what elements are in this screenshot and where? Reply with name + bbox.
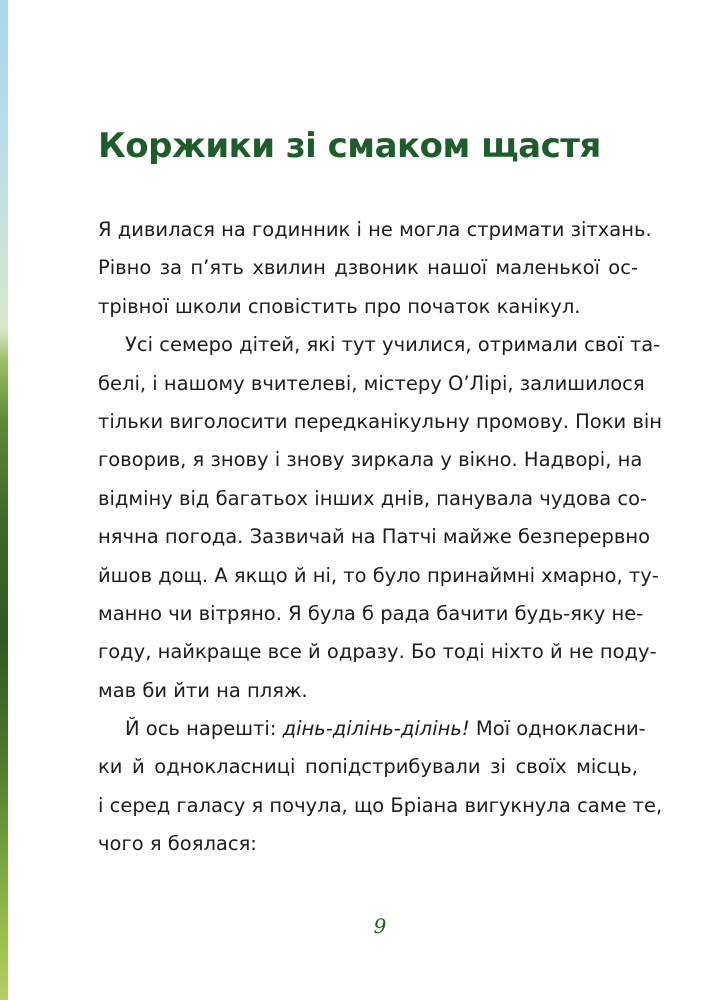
text-line: йшов дощ. А якщо й ні, то було принаймні хмарно, ту- xyxy=(98,563,659,587)
text-run: Мої однокласни- xyxy=(469,717,646,741)
page-number: 9 xyxy=(373,914,387,938)
text-line: Я дивилася на годинник і не могла стримати зітхань. xyxy=(98,218,652,241)
text-line: нячна погода. Зазвичай на Патчі майже безперервно xyxy=(98,525,651,549)
text-line: манно чи вітряно. Я була б рада бачити будь-яку не- xyxy=(98,601,644,625)
text-line: говорив, я знову і знову зиркала у вікно. Надворі, на xyxy=(98,448,643,472)
chapter-title: Коржики зі смаком щастя xyxy=(98,126,601,166)
text-line: Усі семеро дітей, які тут училися, отримали свої та- xyxy=(125,333,661,357)
text-line: белі, і нашому вчителеві, містеру О’Лірі, залишилося xyxy=(98,371,645,395)
text-line: мав би йти на пляж. xyxy=(98,678,308,702)
text-run: Й ось нарешті: xyxy=(125,717,283,741)
text-line: году, найкраще все й одразу. Бо тоді ніхто й не поду- xyxy=(98,640,657,664)
text-line: відміну від багатьох інших днів, панувала чудова со- xyxy=(98,486,648,510)
text-line: чого я боялася: xyxy=(98,832,257,856)
text-line: ки й однокласниці попідстрибували зі своїх місць, xyxy=(98,755,638,779)
text-line: Рівно за п’ять хвилин дзвоник нашої маленької ос- xyxy=(98,256,638,280)
text-line: трівної школи сповістить про початок канікул. xyxy=(98,294,581,318)
italic-text: дінь-ділінь-ділінь! xyxy=(282,717,470,741)
text-line xyxy=(98,710,646,748)
page-edge-illustration xyxy=(0,0,8,1000)
body-text xyxy=(98,211,663,864)
text-line: і серед галасу я почула, що Бріана вигукнула саме те, xyxy=(98,793,663,817)
text-line: тільки виголосити передканікульну промову. Поки він xyxy=(98,409,663,433)
